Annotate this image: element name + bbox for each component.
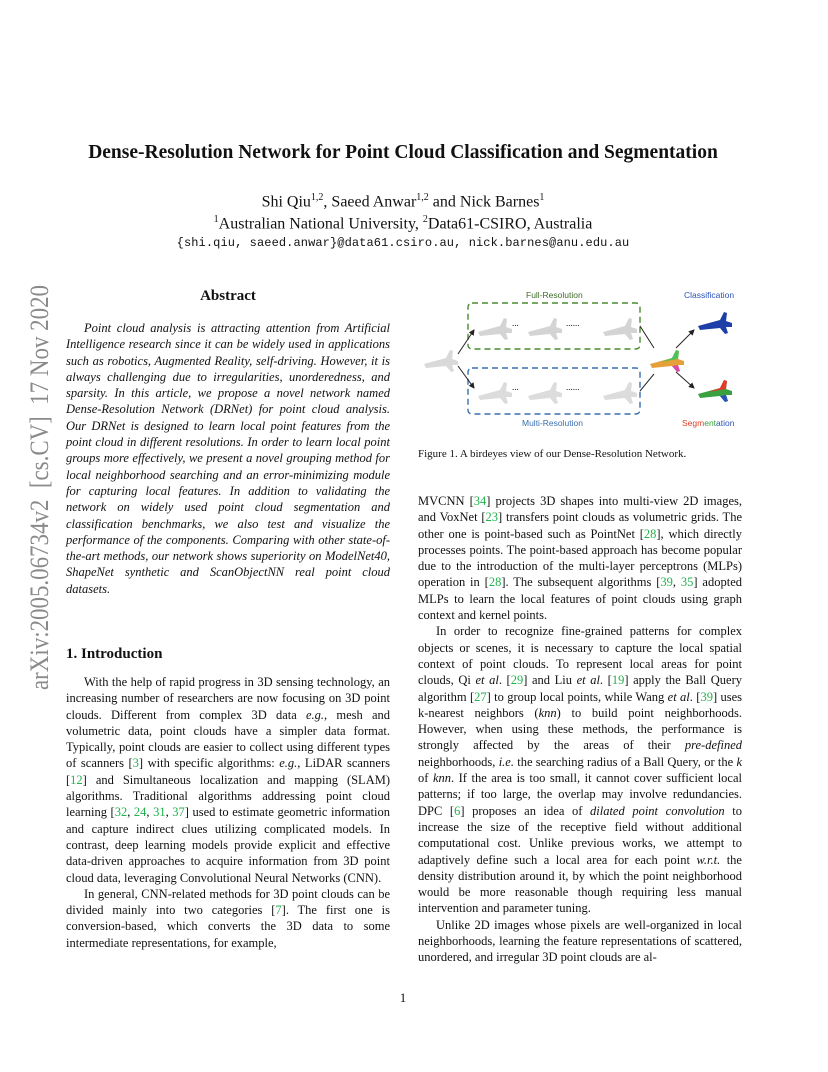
citation-link[interactable]: 35: [680, 575, 694, 590]
segmentation-output: [698, 380, 732, 402]
author-name: Nick Barnes: [459, 193, 540, 211]
arrow-icon: [676, 372, 694, 388]
author-emails: {shi.qiu, saeed.anwar}@data61.csiro.au, nick.barnes@anu.edu.au: [176, 236, 630, 250]
citation-link[interactable]: 31: [153, 805, 166, 820]
author-list: Shi Qiu$^{1,2}$, Saeed Anwar$^{1,2}$ and Nick Barnes$^1$: [261, 192, 545, 211]
citation-link[interactable]: 39: [700, 689, 713, 704]
paragraph: In order to recognize fine-grained patterns for complex objects or scenes, it is necessary to capture the local spatial context of point clouds. To represent local areas for point clouds, Qi et al. [29] and Liu et al. [19] apply the Ball Query algorithm [27] to group local points, while Wang et al. [39] uses k-nearest neighbors (knn) to build point neighborhoods. However, when using these methods, the performance is strongly affected by the areas of their pre-defined neighborhoods, i.e. the searching radius of a Ball Query, or the k of knn. If the area is too small, it cannot cover sufficient local patterns; if too large, the overlap may involve redundancies. DPC [6] proposes an idea of dilated point convolution to increase the size of the receptive field without additional computational cost. Unlike previous works, we attempt to adaptively define such a local area for each point w.r.t. the density distribution around it, by which the point neighborhood would be more reasonable though requiring less manual intervention and parameter tuning.: [418, 624, 743, 916]
citation-link[interactable]: 19: [611, 673, 625, 688]
arrow-icon: [676, 330, 694, 348]
citation-link[interactable]: 27: [474, 689, 487, 704]
paragraph: With the help of rapid progress in 3D sensing technology, an increasing number of researchers are now focusing on 3D point clouds. Different from complex 3D data e.g., mesh and volumetric data, point clouds have a simpler data format. Typically, point clouds are easier to collect using different types of scanners [3] with specific algorithms: e.g., LiDAR scanners [12] and Simultaneous localization and mapping (SLAM) algorithms. Traditional algorithms addressing point cloud learning [32, 24, 31, 37] used to estimate geometric information and capture indirect clues utilizing complicated models. In contrast, deep learning models provide explicit and effective data-driven approaches to acquire information from 3D point cloud data, leveraging Convolutional Neural Networks (CNN).: [66, 675, 391, 885]
full-resolution-point-clouds: [478, 318, 637, 340]
arrow-icon: [458, 330, 474, 354]
label-multi-resolution: Multi-Resolution: [522, 418, 583, 428]
citation-link[interactable]: 6: [454, 803, 461, 818]
citation-link[interactable]: 24: [133, 805, 147, 820]
author-name: Shi Qiu: [261, 193, 311, 211]
ellipsis: ...: [512, 318, 519, 328]
arxiv-stamp: [18, 280, 58, 700]
input-point-cloud: [424, 350, 458, 372]
paragraph: Unlike 2D images whose pixels are well-organized in local neighborhoods, learning the feature representations of scattered, unordered, and irregular 3D point clouds are al-: [418, 917, 742, 965]
citation-link[interactable]: 23: [485, 510, 499, 525]
arrow-icon: [458, 366, 474, 388]
citation-link[interactable]: 3: [132, 756, 139, 771]
paragraph: MVCNN [34] projects 3D shapes into multi-view 2D images, and VoxNet [23] transfers point clouds as volumetric grids. The other one is point-based such as PointNet [28], which directly processes points. The point-based approach has become popular due to the introduction of the multi-layer perceptrons (MLPs) operation in [28]. The subsequent algorithms [39, 35] adopted MLPs to learn the local features of point clouds using graph context and kernel points.: [418, 494, 742, 623]
multi-resolution-point-clouds: [478, 382, 637, 404]
arrow-icon: [640, 374, 654, 391]
citation-link[interactable]: 28: [488, 575, 502, 590]
right-column-body: [418, 493, 742, 966]
arrow-icon: [640, 326, 654, 348]
label-classification: Classification: [684, 290, 735, 300]
figure-1: [418, 286, 742, 436]
section-heading-introduction: 1. Introduction: [66, 646, 163, 662]
label-segmentation: Segmentation: [682, 418, 735, 428]
citation-link[interactable]: 34: [473, 494, 487, 508]
author-name: Saeed Anwar: [331, 193, 417, 211]
paper-title: Dense-Resolution Network for Point Cloud Classification and Segmentation: [88, 142, 718, 163]
classification-output: [698, 312, 732, 334]
ellipsis: ......: [566, 318, 580, 328]
paragraph: In general, CNN-related methods for 3D point clouds can be divided mainly into two categories [7]. The first one is conversion-based, which converts the 3D data to some intermediate representations, for example,: [66, 886, 390, 950]
page-number: 1: [399, 990, 407, 1005]
citation-link[interactable]: 39: [660, 575, 673, 590]
affiliations: $^1$Australian National University, $^2$Data61-CSIRO, Australia: [213, 214, 593, 233]
fused-feature-point-cloud: [650, 350, 684, 372]
citation-link[interactable]: 29: [510, 673, 524, 688]
ellipsis: ...: [512, 382, 519, 392]
arxiv-stamp-text: arXiv:2005.06734v2 [cs.CV] 17 Nov 2020: [24, 280, 54, 690]
abstract-heading: Abstract: [200, 288, 256, 304]
citation-link[interactable]: 37: [172, 805, 185, 820]
citation-link[interactable]: 28: [643, 526, 657, 541]
figure-caption: Figure 1. A birdeyes view of our Dense-Resolution Network.: [418, 448, 687, 460]
abstract-text: Point cloud analysis is attracting attention from Artificial Intelligence research since it can be widely used in applications such as robotics, Augmented Reality, self-driving. However, it is always challenging due to irregularities, unorderedness, and sparsity. In this article, we propose a novel network named Dense-Resolution Network (DRNet) for point cloud analysis. Our DRNet is designed to learn local point features from the point cloud in different resolutions. In order to learn local point groups more effectively, we present a novel grouping method for local neighborhood searching and an error-minimizing module for capturing local features. In addition to validating the network on widely used point cloud segmentation and classification benchmarks, we also test and visualize the performance of the components. Comparing with other state-of-the-art methods, our network shows superiority on ModelNet40, ShapeNet synthetic and ScanObjectNN real point cloud datasets.: [66, 321, 390, 596]
citation-link[interactable]: 7: [275, 903, 282, 918]
label-full-resolution: Full-Resolution: [526, 290, 583, 300]
citation-link[interactable]: 12: [70, 772, 83, 787]
introduction-body: [66, 674, 390, 951]
citation-link[interactable]: 32: [114, 805, 128, 820]
ellipsis: ......: [566, 382, 580, 392]
